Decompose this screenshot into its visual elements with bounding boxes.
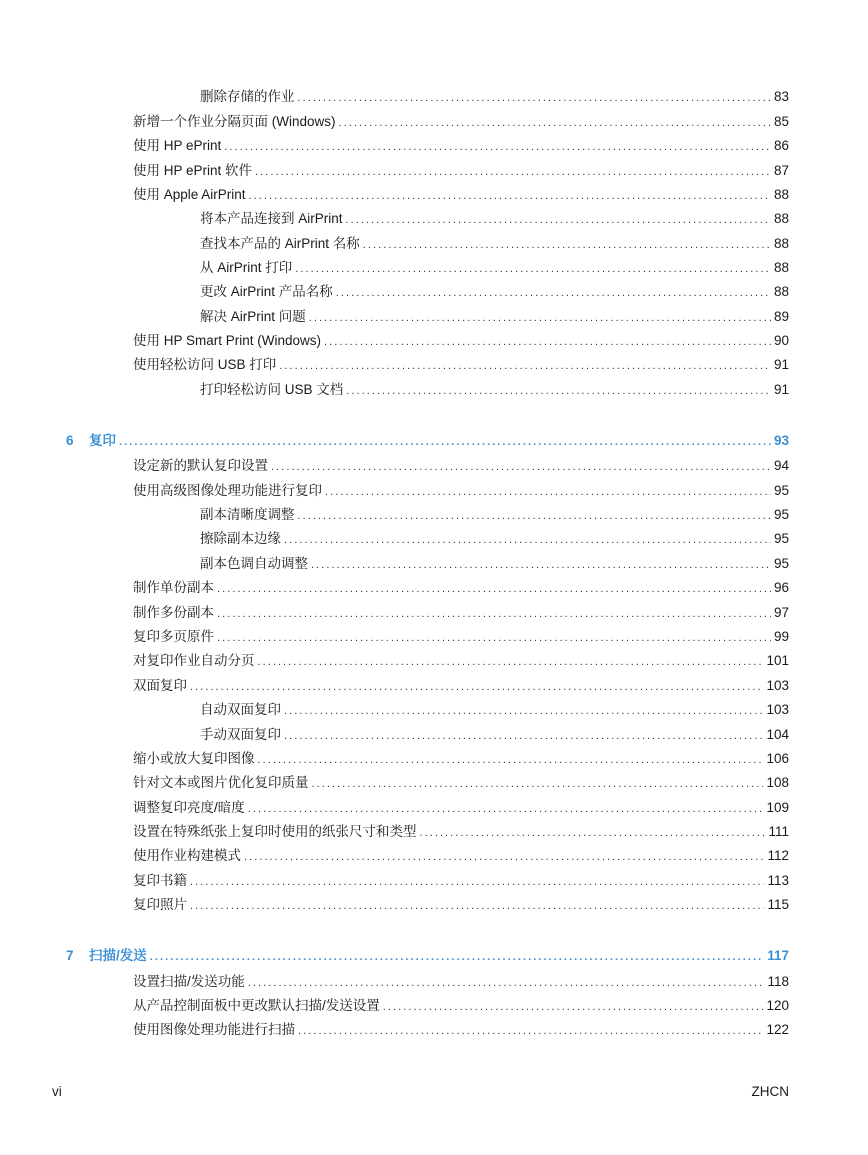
- toc-entry-label: 设置在特殊纸张上复印时使用的纸张尺寸和类型: [133, 824, 417, 839]
- toc-entry[interactable]: [133, 872, 789, 890]
- toc-page-number: 113: [767, 873, 789, 888]
- toc-entry[interactable]: [200, 210, 789, 228]
- dot-leader: [284, 727, 763, 745]
- toc-entry-label: 副本色调自动调整: [200, 556, 308, 571]
- dot-leader: [217, 580, 771, 598]
- dot-leader: [324, 333, 771, 351]
- toc-entry-label: 使用 HP ePrint: [133, 138, 222, 153]
- toc-entry-label: 缩小或放大复印图像: [133, 751, 255, 766]
- toc-page-number: 120: [766, 998, 789, 1013]
- toc-entry-label: 设定新的默认复印设置: [133, 458, 268, 473]
- toc-entry[interactable]: [133, 186, 789, 204]
- dot-leader: [271, 458, 771, 476]
- toc-entry-label: 复印多页原件: [133, 629, 214, 644]
- toc-page-number: 106: [766, 751, 789, 766]
- dot-leader: [383, 998, 764, 1016]
- toc-entry-label: 手动双面复印: [200, 727, 281, 742]
- toc-entry-label: 删除存储的作业: [200, 89, 295, 104]
- toc-entry-label: 擦除副本边缘: [200, 531, 281, 546]
- toc-entry[interactable]: [200, 506, 789, 524]
- toc-entry[interactable]: [133, 823, 789, 841]
- toc-chapter-entry[interactable]: [66, 432, 789, 450]
- toc-entry[interactable]: [133, 973, 789, 991]
- dot-leader: [258, 751, 764, 769]
- toc-entry[interactable]: [200, 259, 789, 277]
- toc-entry[interactable]: [133, 997, 789, 1015]
- toc-page-number: 93: [773, 433, 789, 448]
- toc-page-number: 122: [766, 1022, 789, 1037]
- toc-entry-label: 制作多份副本: [133, 605, 214, 620]
- dot-leader: [346, 382, 771, 400]
- toc-page-number: 103: [766, 678, 789, 693]
- toc-entry[interactable]: [133, 604, 789, 622]
- toc-entry[interactable]: [133, 652, 789, 670]
- toc-page-number: 109: [766, 800, 789, 815]
- dot-leader: [190, 873, 764, 891]
- toc-page-number: 115: [767, 897, 789, 912]
- toc-entry[interactable]: [200, 726, 789, 744]
- toc-entry-label: 对复印作业自动分页: [133, 653, 255, 668]
- toc-page-number: 118: [767, 974, 789, 989]
- toc-entry-label: 针对文本或图片优化复印质量: [133, 775, 309, 790]
- toc-entry[interactable]: [133, 774, 789, 792]
- toc-entry-label: 制作单份副本: [133, 580, 214, 595]
- toc-entry-label: [66, 432, 119, 450]
- toc-entry[interactable]: [200, 308, 789, 326]
- toc-entry-label: 使用高级图像处理功能进行复印: [133, 483, 322, 498]
- toc-chapter-entry[interactable]: [66, 947, 789, 965]
- toc-page-number: 96: [773, 580, 789, 595]
- toc-entry-label: 更改 AirPrint 产品名称: [200, 284, 333, 299]
- dot-leader: [217, 629, 771, 647]
- toc-entry[interactable]: [133, 482, 789, 500]
- chapter-number: 6: [66, 433, 74, 448]
- dot-leader: [309, 309, 771, 327]
- dot-leader: [339, 114, 771, 132]
- toc-page-number: 83: [773, 89, 789, 104]
- dot-leader: [295, 260, 771, 278]
- chapter-title: 扫描/发送: [89, 948, 147, 963]
- dot-leader: [190, 897, 764, 915]
- toc-entry[interactable]: [133, 628, 789, 646]
- toc-entry-label: 双面复印: [133, 678, 187, 693]
- toc-page-number: 94: [773, 458, 789, 473]
- toc-entry[interactable]: [133, 677, 789, 695]
- toc-page-number: 95: [773, 556, 789, 571]
- toc-entry[interactable]: [133, 137, 789, 155]
- toc-entry[interactable]: [133, 750, 789, 768]
- toc-page-number: 111: [768, 824, 789, 839]
- dot-leader: [420, 824, 766, 842]
- toc-page-number: 88: [773, 284, 789, 299]
- toc-page-number: 95: [773, 507, 789, 522]
- dot-leader: [284, 702, 763, 720]
- toc-entry[interactable]: [200, 88, 789, 106]
- dot-leader: [363, 236, 771, 254]
- toc-page-number: 88: [773, 211, 789, 226]
- dot-leader: [244, 848, 764, 866]
- toc-entry[interactable]: [200, 701, 789, 719]
- toc-entry-label: 自动双面复印: [200, 702, 281, 717]
- toc-entry-label: 从 AirPrint 打印: [200, 260, 293, 275]
- toc-entry[interactable]: [133, 579, 789, 597]
- toc-entry[interactable]: [200, 381, 789, 399]
- toc-page-number: 99: [773, 629, 789, 644]
- toc-entry-label: 使用作业构建模式: [133, 848, 241, 863]
- toc-entry[interactable]: [133, 332, 789, 350]
- language-code-footer: ZHCN: [751, 1084, 789, 1099]
- toc-page-number: 88: [773, 187, 789, 202]
- toc-entry-label: 复印书籍: [133, 873, 187, 888]
- dot-leader: [311, 556, 771, 574]
- dot-leader: [150, 948, 764, 966]
- toc-page-number: 117: [767, 948, 789, 963]
- dot-leader: [346, 211, 771, 229]
- dot-leader: [119, 433, 771, 451]
- toc-entry-label: [66, 947, 150, 965]
- toc-entry-label: 复印照片: [133, 897, 187, 912]
- dot-leader: [255, 163, 771, 181]
- toc-entry-label: 设置扫描/发送功能: [133, 974, 245, 989]
- toc-page-number: 104: [766, 727, 789, 742]
- toc-entry[interactable]: [133, 847, 789, 865]
- toc-entry-label: 使用图像处理功能进行扫描: [133, 1022, 295, 1037]
- toc-entry[interactable]: [133, 1021, 789, 1039]
- toc-entry-label: 使用轻松访问 USB 打印: [133, 357, 277, 372]
- toc-page-number: 88: [773, 236, 789, 251]
- toc-entry[interactable]: [200, 530, 789, 548]
- toc-page-number: 87: [773, 163, 789, 178]
- toc-page-number: 85: [773, 114, 789, 129]
- dot-leader: [248, 800, 764, 818]
- dot-leader: [249, 187, 771, 205]
- dot-leader: [284, 531, 771, 549]
- dot-leader: [224, 138, 771, 156]
- toc-entry-label: 使用 HP Smart Print (Windows): [133, 333, 322, 348]
- dot-leader: [312, 775, 764, 793]
- toc-entry-label: 使用 HP ePrint 软件: [133, 163, 253, 178]
- chapter-number: 7: [66, 948, 74, 963]
- toc-entry[interactable]: [133, 799, 789, 817]
- dot-leader: [279, 357, 771, 375]
- toc-page-number: 86: [773, 138, 789, 153]
- toc-entry-label: 使用 Apple AirPrint: [133, 187, 246, 202]
- toc-page-number: 95: [773, 483, 789, 498]
- dot-leader: [298, 1022, 763, 1040]
- toc-page-number: 90: [773, 333, 789, 348]
- dot-leader: [248, 974, 765, 992]
- toc-page-number: 108: [766, 775, 789, 790]
- toc-page-number: 89: [773, 309, 789, 324]
- chapter-title: 复印: [89, 433, 116, 448]
- dot-leader: [190, 678, 763, 696]
- toc-entry[interactable]: [200, 235, 789, 253]
- toc-entry-label: 从产品控制面板中更改默认扫描/发送设置: [133, 998, 380, 1013]
- page-number-footer: vi: [52, 1084, 62, 1099]
- toc-page-number: 88: [773, 260, 789, 275]
- toc-page-number: 97: [773, 605, 789, 620]
- toc-page-number: 91: [773, 382, 789, 397]
- toc-page-number: 103: [766, 702, 789, 717]
- dot-leader: [298, 89, 771, 107]
- toc-entry[interactable]: [133, 356, 789, 374]
- toc-entry-label: 将本产品连接到 AirPrint: [200, 211, 343, 226]
- toc-entry[interactable]: [133, 113, 789, 131]
- toc-page-number: 112: [767, 848, 789, 863]
- dot-leader: [217, 605, 771, 623]
- toc-entry[interactable]: [200, 555, 789, 573]
- toc-entry[interactable]: [133, 896, 789, 914]
- toc-entry-label: 查找本产品的 AirPrint 名称: [200, 236, 360, 251]
- toc-page-number: 101: [766, 653, 789, 668]
- toc-page-number: 95: [773, 531, 789, 546]
- dot-leader: [325, 483, 771, 501]
- toc-entry-label: 打印轻松访问 USB 文档: [200, 382, 344, 397]
- toc-entry-label: 解决 AirPrint 问题: [200, 309, 306, 324]
- toc-entry[interactable]: [133, 162, 789, 180]
- toc-entry-label: 新增一个作业分隔页面 (Windows): [133, 114, 336, 129]
- dot-leader: [298, 507, 771, 525]
- dot-leader: [336, 284, 771, 302]
- toc-entry[interactable]: [133, 457, 789, 475]
- toc-entry[interactable]: [200, 283, 789, 301]
- dot-leader: [258, 653, 764, 671]
- toc-page-number: 91: [773, 357, 789, 372]
- toc-entry-label: 调整复印亮度/暗度: [133, 800, 245, 815]
- toc-entry-label: 副本清晰度调整: [200, 507, 295, 522]
